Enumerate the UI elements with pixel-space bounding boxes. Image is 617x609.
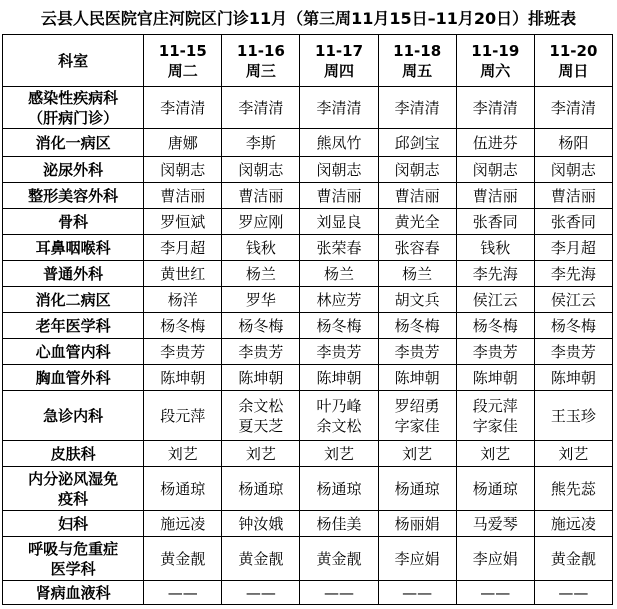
weekday-label: 周五 — [402, 61, 433, 80]
doctor-name: 杨通琼 — [472, 479, 518, 498]
doctor-name: 陈坤朝 — [316, 368, 362, 387]
day-header — [534, 35, 612, 87]
doctor-cell — [534, 313, 612, 339]
doctor-name: 李清清 — [316, 98, 362, 117]
doctor-name: 杨通琼 — [160, 479, 206, 498]
header-row — [3, 35, 613, 87]
dept-name-line: 耳鼻咽喉科 — [35, 238, 111, 257]
doctor-name: 陈坤朝 — [550, 368, 596, 387]
dept-cell — [3, 365, 144, 391]
doctor-cell — [534, 581, 612, 605]
doctor-name: 杨冬梅 — [472, 316, 518, 335]
doctor-name: 熊先蕊 — [550, 479, 596, 498]
doctor-cell — [456, 391, 534, 441]
doctor-cell — [378, 581, 456, 605]
doctor-name: 夏天芝 — [238, 416, 284, 435]
dept-name-line: 肾病血液科 — [35, 583, 111, 602]
table-row — [3, 157, 613, 183]
weekday-label: 周四 — [324, 61, 355, 80]
doctor-name: 李应娟 — [394, 549, 440, 568]
table-row — [3, 365, 613, 391]
doctor-name: 罗恒斌 — [160, 212, 206, 231]
doctor-name: 杨佳美 — [316, 514, 362, 533]
doctor-name: 闵朝志 — [316, 160, 362, 179]
doctor-cell — [144, 287, 222, 313]
doctor-cell — [456, 261, 534, 287]
dept-name-line: 呼吸与危重症 — [28, 539, 119, 558]
doctor-name: 杨通琼 — [394, 479, 440, 498]
doctor-cell — [222, 391, 300, 441]
doctor-name: —— — [245, 583, 276, 602]
doctor-name: 段元萍 — [472, 396, 518, 415]
doctor-name: 曹洁丽 — [238, 186, 284, 205]
dept-cell — [3, 209, 144, 235]
doctor-cell — [378, 537, 456, 581]
doctor-name: 曹洁丽 — [550, 186, 596, 205]
doctor-cell — [534, 87, 612, 129]
day-header — [456, 35, 534, 87]
doctor-cell — [378, 511, 456, 537]
doctor-cell — [534, 391, 612, 441]
doctor-name: 唐娜 — [167, 133, 198, 152]
doctor-cell — [300, 391, 378, 441]
doctor-name: 张香同 — [472, 212, 518, 231]
doctor-cell — [222, 287, 300, 313]
table-row — [3, 441, 613, 467]
dept-cell — [3, 235, 144, 261]
doctor-cell — [300, 313, 378, 339]
doctor-name: 钱秋 — [245, 238, 276, 257]
doctor-cell — [378, 261, 456, 287]
doctor-name: 刘艺 — [558, 444, 589, 463]
doctor-cell — [300, 129, 378, 157]
doctor-name: —— — [167, 583, 198, 602]
dept-name-line: 消化一病区 — [35, 133, 111, 152]
doctor-cell — [300, 511, 378, 537]
doctor-name: 黄金靓 — [316, 549, 362, 568]
doctor-cell — [144, 391, 222, 441]
doctor-name: 字家佳 — [472, 416, 518, 435]
doctor-name: 李贵芳 — [238, 342, 284, 361]
weekday-label: 周六 — [480, 61, 511, 80]
dept-name-line: 普通外科 — [43, 264, 104, 283]
dept-cell — [3, 313, 144, 339]
doctor-name: 杨冬梅 — [316, 316, 362, 335]
dept-name-line: 内分泌风湿免 — [28, 469, 119, 488]
doctor-name: 邱剑宝 — [394, 133, 440, 152]
doctor-name: 杨通琼 — [316, 479, 362, 498]
doctor-name: 张香同 — [550, 212, 596, 231]
doctor-name: 钱秋 — [480, 238, 511, 257]
dept-name-line: 胸血管外科 — [35, 368, 111, 387]
doctor-cell — [378, 339, 456, 365]
day-header — [222, 35, 300, 87]
dept-header: 科室 — [3, 35, 144, 87]
dept-name-line: 疫科 — [58, 489, 89, 508]
table-row — [3, 261, 613, 287]
dept-name-line: （肝病门诊） — [28, 108, 119, 127]
table-row — [3, 87, 613, 129]
schedule-table — [2, 34, 613, 605]
doctor-cell — [456, 581, 534, 605]
doctor-cell — [456, 467, 534, 511]
doctor-cell — [144, 183, 222, 209]
dept-name-line: 骨科 — [58, 212, 89, 231]
doctor-cell — [144, 87, 222, 129]
date-label: 11-15 — [158, 41, 207, 60]
doctor-name: 杨丽娟 — [394, 514, 440, 533]
doctor-name: 刘艺 — [324, 444, 355, 463]
doctor-name: 陈坤朝 — [160, 368, 206, 387]
doctor-name: 李先海 — [550, 264, 596, 283]
doctor-name: 李贵芳 — [472, 342, 518, 361]
doctor-cell — [378, 391, 456, 441]
doctor-cell — [222, 183, 300, 209]
doctor-cell — [144, 365, 222, 391]
doctor-name: 马爱琴 — [472, 514, 518, 533]
doctor-cell — [300, 581, 378, 605]
doctor-name: 李月超 — [160, 238, 206, 257]
doctor-name: 熊凤竹 — [316, 133, 362, 152]
doctor-cell — [378, 365, 456, 391]
doctor-cell — [300, 235, 378, 261]
doctor-cell — [222, 313, 300, 339]
doctor-name: 杨兰 — [245, 264, 276, 283]
day-header — [300, 35, 378, 87]
doctor-cell — [300, 87, 378, 129]
dept-name-line: 整形美容外科 — [28, 186, 119, 205]
table-row — [3, 313, 613, 339]
doctor-name: 李清清 — [550, 98, 596, 117]
doctor-cell — [534, 467, 612, 511]
doctor-name: 李先海 — [472, 264, 518, 283]
doctor-name: 黄金靓 — [238, 549, 284, 568]
doctor-cell — [456, 235, 534, 261]
doctor-name: 字家佳 — [394, 416, 440, 435]
table-row — [3, 537, 613, 581]
doctor-name: 李贵芳 — [394, 342, 440, 361]
doctor-name: 杨冬梅 — [550, 316, 596, 335]
doctor-cell — [456, 157, 534, 183]
doctor-cell — [456, 87, 534, 129]
doctor-cell — [534, 183, 612, 209]
doctor-name: 李应娟 — [472, 549, 518, 568]
doctor-cell — [456, 365, 534, 391]
doctor-name: —— — [558, 583, 589, 602]
table-row — [3, 339, 613, 365]
doctor-cell — [300, 183, 378, 209]
doctor-name: 胡文兵 — [394, 290, 440, 309]
doctor-name: 李清清 — [394, 98, 440, 117]
dept-cell — [3, 339, 144, 365]
doctor-name: —— — [480, 583, 511, 602]
doctor-cell — [300, 365, 378, 391]
doctor-cell — [144, 313, 222, 339]
weekday-label: 周日 — [558, 61, 589, 80]
dept-cell — [3, 287, 144, 313]
doctor-name: 罗华 — [245, 290, 276, 309]
dept-name-line: 消化二病区 — [35, 290, 111, 309]
doctor-cell — [534, 209, 612, 235]
doctor-cell — [300, 287, 378, 313]
doctor-cell — [144, 339, 222, 365]
doctor-cell — [300, 467, 378, 511]
doctor-name: 黄金靓 — [160, 549, 206, 568]
schedule-body — [3, 87, 613, 605]
doctor-cell — [300, 209, 378, 235]
doctor-cell — [144, 261, 222, 287]
doctor-name: 李贵芳 — [550, 342, 596, 361]
doctor-name: 黄世红 — [160, 264, 206, 283]
doctor-name: 陈坤朝 — [238, 368, 284, 387]
doctor-cell — [378, 287, 456, 313]
doctor-cell — [144, 441, 222, 467]
doctor-name: 余文松 — [316, 416, 362, 435]
doctor-name: 陈坤朝 — [472, 368, 518, 387]
doctor-name: 张荣春 — [316, 238, 362, 257]
doctor-name: 刘艺 — [245, 444, 276, 463]
doctor-name: 陈坤朝 — [394, 368, 440, 387]
doctor-name: 侯江云 — [472, 290, 518, 309]
doctor-cell — [456, 209, 534, 235]
dept-name-line: 老年医学科 — [35, 316, 111, 335]
doctor-name: 曹洁丽 — [160, 186, 206, 205]
doctor-cell — [222, 467, 300, 511]
doctor-cell — [300, 157, 378, 183]
doctor-cell — [534, 441, 612, 467]
doctor-name: 李贵芳 — [160, 342, 206, 361]
doctor-cell — [456, 339, 534, 365]
doctor-cell — [144, 537, 222, 581]
table-row — [3, 581, 613, 605]
doctor-cell — [378, 209, 456, 235]
doctor-cell — [222, 365, 300, 391]
doctor-cell — [378, 441, 456, 467]
table-row — [3, 235, 613, 261]
doctor-name: 施远凌 — [550, 514, 596, 533]
weekday-label: 周二 — [167, 61, 198, 80]
dept-name-line: 妇科 — [58, 514, 89, 533]
doctor-name: 黄光全 — [394, 212, 440, 231]
doctor-cell — [144, 129, 222, 157]
doctor-name: 杨通琼 — [238, 479, 284, 498]
table-row — [3, 183, 613, 209]
doctor-name: 伍进芬 — [472, 133, 518, 152]
doctor-name: 杨冬梅 — [394, 316, 440, 335]
doctor-cell — [222, 581, 300, 605]
doctor-name: 罗绍勇 — [394, 396, 440, 415]
doctor-name: 李清清 — [472, 98, 518, 117]
doctor-name: 罗应刚 — [238, 212, 284, 231]
dept-cell — [3, 87, 144, 129]
table-row — [3, 209, 613, 235]
doctor-name: 杨兰 — [402, 264, 433, 283]
doctor-name: 李月超 — [550, 238, 596, 257]
doctor-cell — [534, 339, 612, 365]
doctor-cell — [456, 537, 534, 581]
doctor-name: 闵朝志 — [394, 160, 440, 179]
dept-cell — [3, 391, 144, 441]
doctor-cell — [144, 467, 222, 511]
table-row — [3, 129, 613, 157]
dept-name-line: 泌尿外科 — [43, 160, 104, 179]
dept-cell — [3, 467, 144, 511]
doctor-cell — [144, 511, 222, 537]
doctor-name: 林应芳 — [316, 290, 362, 309]
dept-cell — [3, 261, 144, 287]
doctor-cell — [222, 339, 300, 365]
doctor-cell — [456, 287, 534, 313]
doctor-cell — [222, 157, 300, 183]
doctor-cell — [456, 129, 534, 157]
dept-cell — [3, 581, 144, 605]
weekday-label: 周三 — [245, 61, 276, 80]
doctor-cell — [378, 129, 456, 157]
doctor-cell — [222, 441, 300, 467]
doctor-name: 李清清 — [160, 98, 206, 117]
doctor-cell — [456, 183, 534, 209]
doctor-name: 张容春 — [394, 238, 440, 257]
doctor-name: 杨洋 — [167, 290, 198, 309]
table-row — [3, 287, 613, 313]
doctor-name: 钟汝娥 — [238, 514, 284, 533]
table-row — [3, 511, 613, 537]
doctor-cell — [378, 183, 456, 209]
doctor-cell — [534, 287, 612, 313]
day-header — [144, 35, 222, 87]
doctor-name: 段元萍 — [160, 406, 206, 425]
doctor-cell — [378, 235, 456, 261]
doctor-cell — [144, 235, 222, 261]
doctor-cell — [144, 209, 222, 235]
doctor-name: 杨冬梅 — [160, 316, 206, 335]
doctor-name: 叶乃峰 — [316, 396, 362, 415]
doctor-name: 闵朝志 — [472, 160, 518, 179]
doctor-name: 李斯 — [245, 133, 276, 152]
dept-cell — [3, 511, 144, 537]
doctor-cell — [456, 313, 534, 339]
doctor-cell — [222, 209, 300, 235]
doctor-name: 杨兰 — [324, 264, 355, 283]
doctor-cell — [534, 129, 612, 157]
doctor-cell — [144, 581, 222, 605]
date-label: 11-18 — [393, 41, 442, 60]
page-title: 云县人民医院官庄河院区门诊11月（第三周11月15日–11月20日）排班表 — [40, 8, 577, 28]
dept-name-line: 急诊内科 — [43, 406, 104, 425]
date-label: 11-16 — [236, 41, 285, 60]
dept-name-line: 心血管内科 — [35, 342, 111, 361]
doctor-name: 李贵芳 — [316, 342, 362, 361]
date-label: 11-17 — [315, 41, 364, 60]
dept-name-line: 感染性疾病科 — [28, 88, 119, 107]
dept-name-line: 皮肤科 — [50, 444, 96, 463]
dept-cell — [3, 441, 144, 467]
doctor-cell — [144, 157, 222, 183]
doctor-cell — [222, 261, 300, 287]
date-label: 11-19 — [471, 41, 520, 60]
doctor-name: 曹洁丽 — [472, 186, 518, 205]
doctor-name: 刘显良 — [316, 212, 362, 231]
doctor-name: 施远凌 — [160, 514, 206, 533]
table-row — [3, 467, 613, 511]
dept-cell — [3, 183, 144, 209]
doctor-name: 曹洁丽 — [316, 186, 362, 205]
doctor-cell — [456, 441, 534, 467]
doctor-name: —— — [402, 583, 433, 602]
date-label: 11-20 — [549, 41, 598, 60]
doctor-cell — [300, 261, 378, 287]
doctor-cell — [222, 235, 300, 261]
doctor-cell — [534, 511, 612, 537]
doctor-name: 黄金靓 — [550, 549, 596, 568]
doctor-cell — [300, 441, 378, 467]
doctor-name: —— — [324, 583, 355, 602]
doctor-cell — [534, 235, 612, 261]
table-row — [3, 391, 613, 441]
doctor-name: 闵朝志 — [550, 160, 596, 179]
doctor-name: 李清清 — [238, 98, 284, 117]
doctor-cell — [222, 537, 300, 581]
doctor-name: 刘艺 — [480, 444, 511, 463]
doctor-cell — [534, 261, 612, 287]
doctor-cell — [534, 157, 612, 183]
doctor-cell — [222, 511, 300, 537]
doctor-cell — [456, 511, 534, 537]
doctor-name: 刘艺 — [402, 444, 433, 463]
dept-cell — [3, 129, 144, 157]
doctor-name: 杨阳 — [558, 133, 589, 152]
doctor-name: 余文松 — [238, 396, 284, 415]
doctor-name: 王玉珍 — [550, 406, 596, 425]
dept-cell — [3, 537, 144, 581]
doctor-cell — [222, 129, 300, 157]
doctor-name: 杨冬梅 — [238, 316, 284, 335]
doctor-cell — [300, 339, 378, 365]
doctor-cell — [534, 365, 612, 391]
doctor-cell — [378, 313, 456, 339]
doctor-cell — [378, 87, 456, 129]
doctor-cell — [300, 537, 378, 581]
dept-cell — [3, 157, 144, 183]
doctor-name: 侯江云 — [550, 290, 596, 309]
day-header — [378, 35, 456, 87]
doctor-name: 曹洁丽 — [394, 186, 440, 205]
doctor-cell — [378, 157, 456, 183]
doctor-name: 刘艺 — [167, 444, 198, 463]
doctor-cell — [222, 87, 300, 129]
doctor-name: 闵朝志 — [160, 160, 206, 179]
doctor-cell — [534, 537, 612, 581]
doctor-name: 闵朝志 — [238, 160, 284, 179]
dept-name-line: 医学科 — [50, 559, 96, 578]
doctor-cell — [378, 467, 456, 511]
